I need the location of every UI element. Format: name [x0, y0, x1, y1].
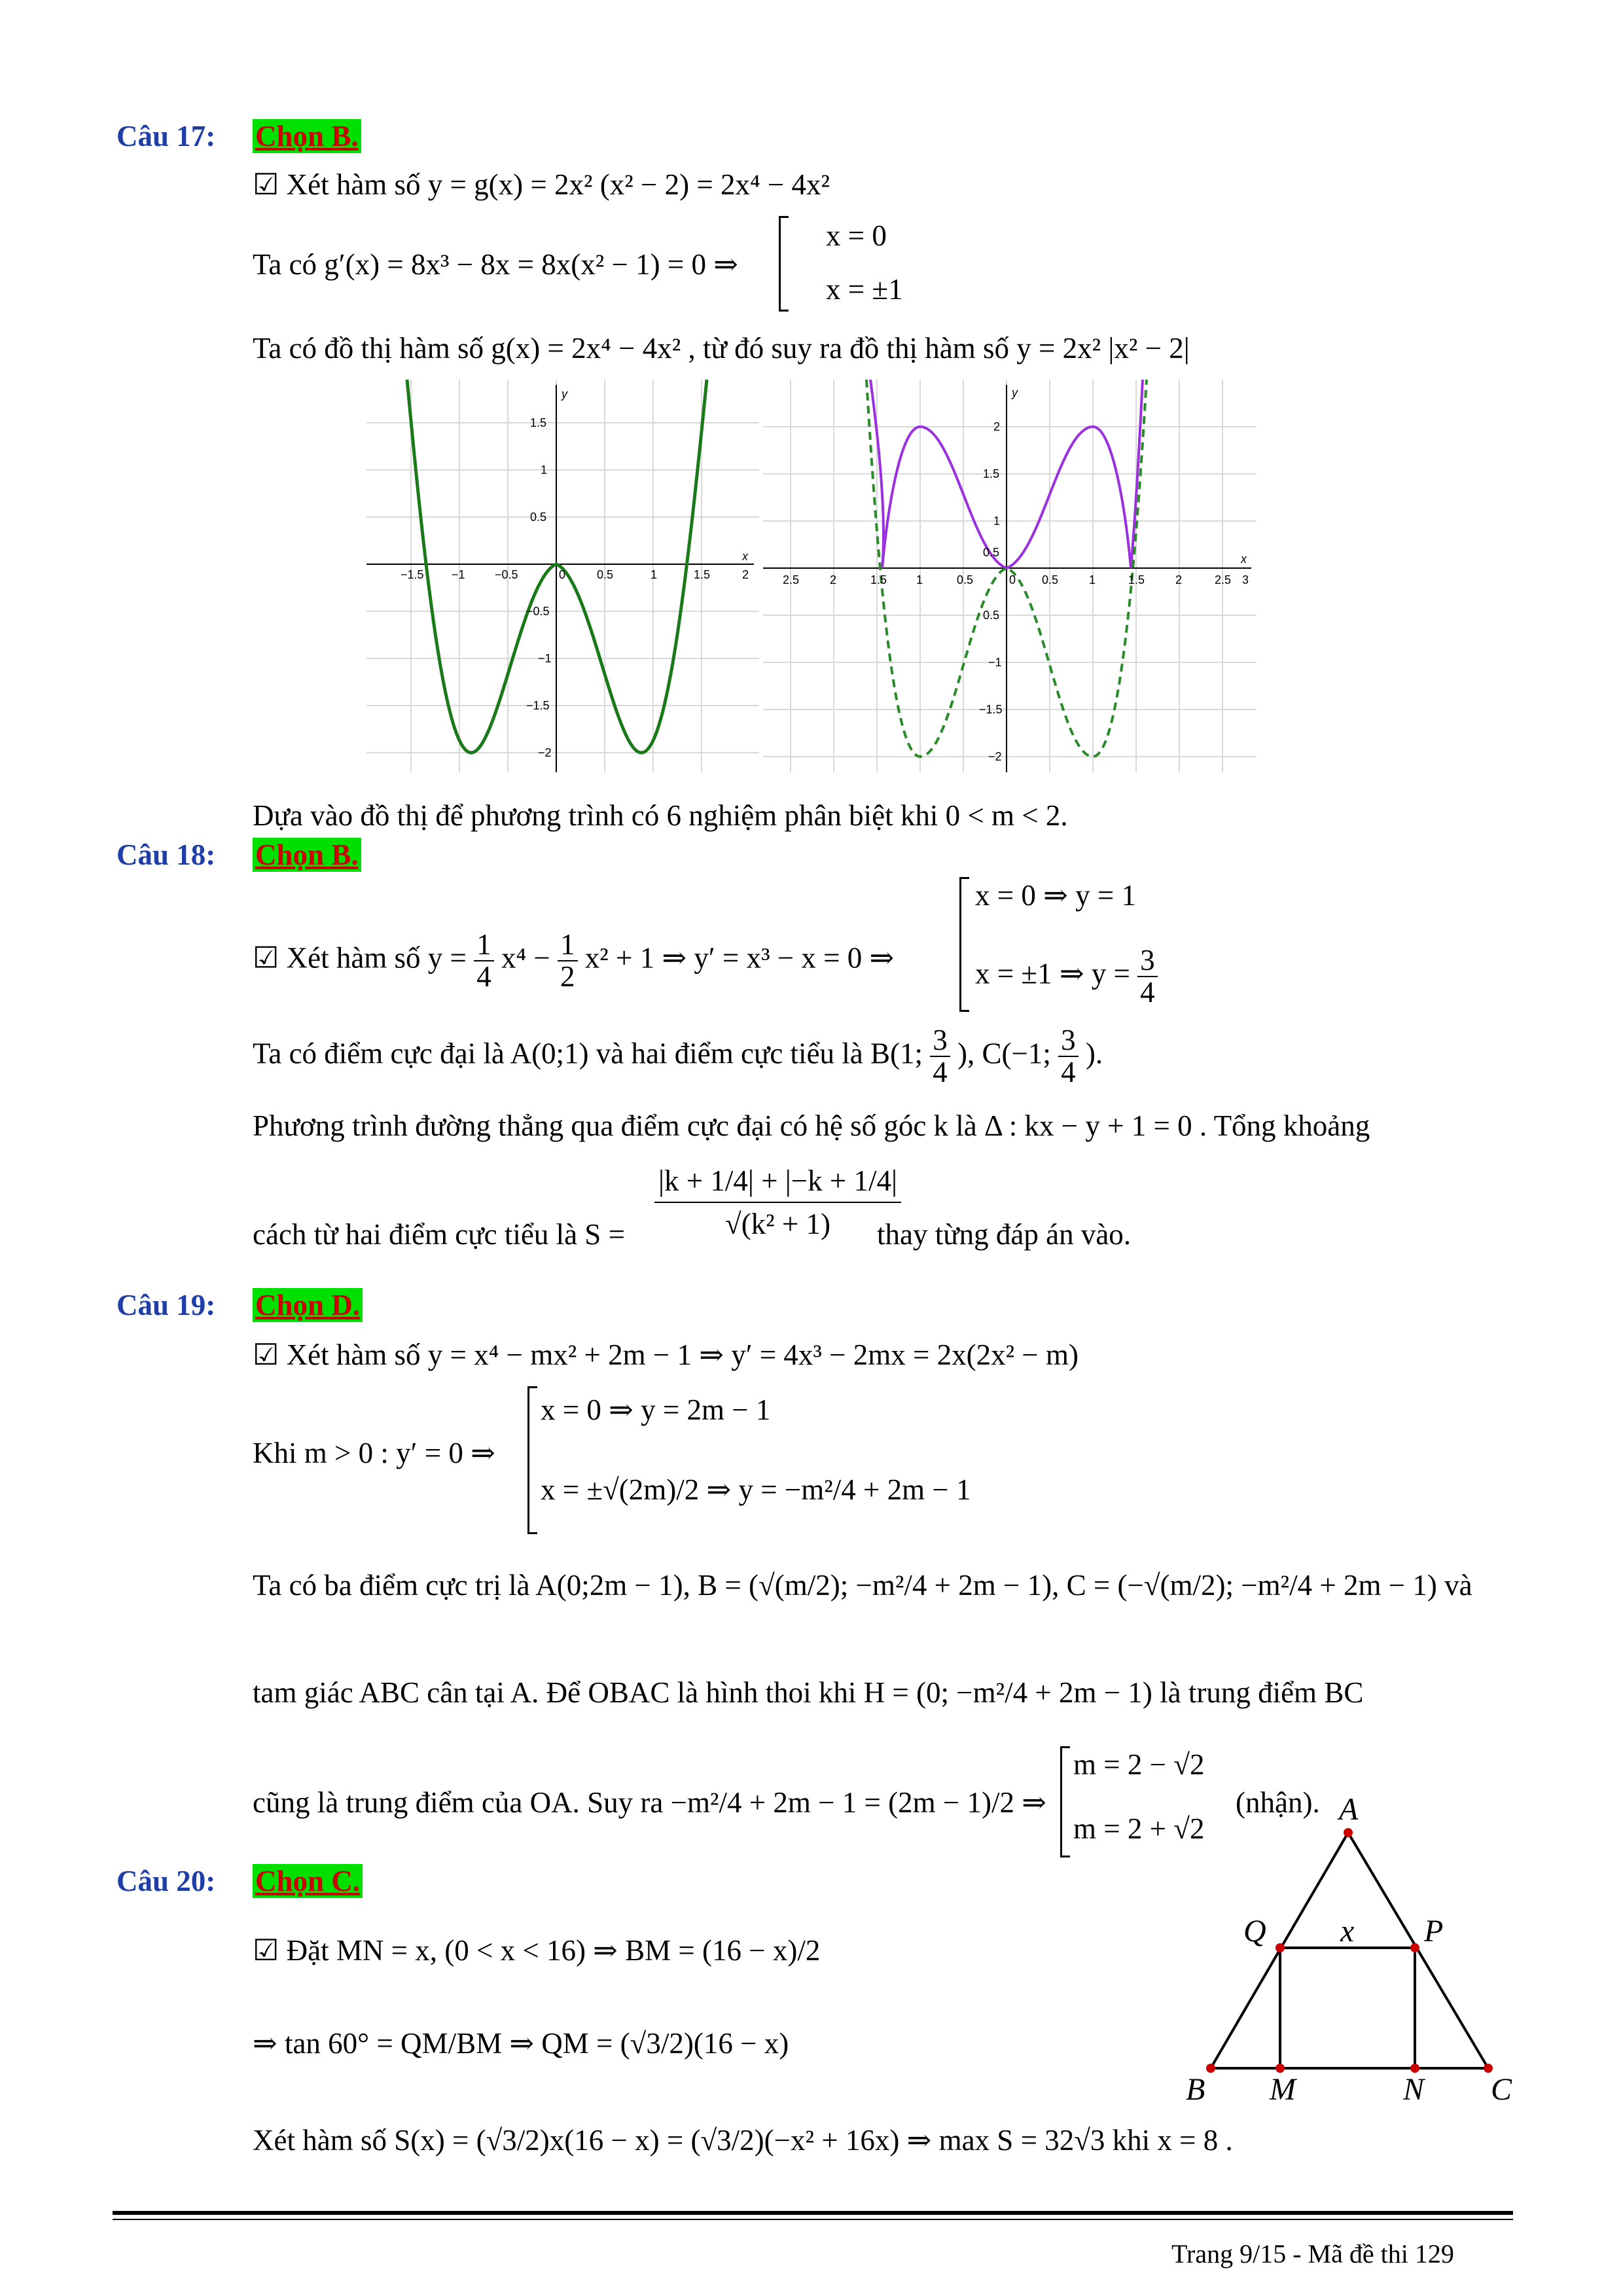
q19-line3: Ta có ba điểm cực trị là A(0;2m − 1), B = (√(m/2); −m²/4 + 2m − 1), C = (−√(m/2); −m²/4 + 2m − 1) và: [253, 1569, 1472, 1602]
q20-line3: Xét hàm số S(x) = (√3/2)x(16 − x) = (√3/2)(−x² + 16x) ⇒ max S = 32√3 khi x = 8 .: [253, 2124, 1233, 2157]
q17-bracket: [779, 216, 789, 312]
q18-line2-b: ), C(−1;: [957, 1037, 1051, 1070]
y-tick: 0.5: [983, 609, 1000, 622]
footer-rule-thin: [113, 2219, 1513, 2220]
x-axis-label: x: [742, 550, 748, 563]
q19-bracket-2: [1060, 1746, 1070, 1857]
x-tick: 0: [1009, 573, 1016, 586]
y-tick: 1.5: [983, 467, 1000, 480]
x-tick: 2.5: [783, 573, 800, 586]
y-tick: 1.5: [530, 416, 547, 429]
q19-line4: tam giác ABC cân tại A. Để OBAC là hình thoi khi H = (0; −m²/4 + 2m − 1) là trung điểm BC: [253, 1676, 1364, 1709]
footer-rule-thick: [113, 2211, 1513, 2215]
y-tick: 1: [541, 463, 548, 476]
question-20-answer: Chọn C.: [253, 1864, 363, 1898]
fraction: $\frac{1}{4}$: [474, 929, 494, 993]
q18-case1: x = 0 ⇒ y = 1: [975, 879, 1136, 912]
y-tick: 0.5: [530, 511, 547, 524]
triangle-figure: [1165, 1793, 1531, 2108]
q18-line1: [253, 929, 894, 993]
q18-line2: [253, 1025, 1103, 1088]
vertex-C: C: [1491, 2072, 1512, 2107]
q19-line5: cũng là trung điểm của OA. Suy ra −m²/4 + 2m − 1 = (2m − 1)/2 ⇒: [253, 1786, 1046, 1819]
question-19-answer: Chọn D.: [253, 1288, 363, 1322]
fraction: $\frac{3}{4}$: [930, 1025, 950, 1088]
segment-x-label: x: [1340, 1914, 1355, 1948]
y-tick: −1: [988, 656, 1002, 669]
y-tick: 0.5: [983, 546, 1000, 559]
footer-page-info: Trang 9/15 - Mã đề thi 129: [1171, 2239, 1454, 2269]
vertex-M: M: [1270, 2072, 1296, 2107]
fraction-denominator: √(k² + 1): [725, 1207, 831, 1240]
q17-line2: Ta có g′(x) = 8x³ − 8x = 8x(x² − 1) = 0 ⇒: [253, 248, 738, 281]
fraction: $\frac{3}{4}$: [1137, 945, 1158, 1009]
x-tick: 1: [916, 573, 923, 586]
q18-case2-a: x = ±1 ⇒ y =: [975, 957, 1130, 990]
q18-distance-fraction: [654, 1165, 901, 1240]
x-tick: −0.5: [495, 568, 518, 581]
y-tick: −1: [538, 652, 552, 665]
q18-line2-a: Ta có điểm cực đại là A(0;1) và hai điểm cực tiểu là B(1;: [253, 1037, 923, 1070]
q19-bracket: [527, 1386, 537, 1534]
q19-case-a: m = 2 − √2: [1073, 1748, 1205, 1781]
q18-line4: [253, 1219, 625, 1251]
question-17-label: Câu 17:: [116, 120, 216, 152]
q18-line4-a: cách từ hai điểm cực tiểu là S =: [253, 1218, 625, 1251]
x-tick: 1.5: [694, 568, 711, 581]
y-tick: 2: [993, 420, 1001, 433]
question-17-answer: Chọn B.: [253, 119, 361, 153]
x-tick: 2: [1175, 573, 1183, 586]
q18-line1-a: ☑ Xét hàm số y =: [253, 941, 467, 975]
question-18-label: Câu 18:: [116, 838, 216, 871]
x-tick: 2.5: [1215, 573, 1232, 586]
x-tick: −1.5: [401, 568, 424, 581]
question-18-answer: Chọn B.: [253, 838, 361, 872]
x-tick: 1.5: [1128, 573, 1145, 586]
q19-case2: x = ±√(2m)/2 ⇒ y = −m²/4 + 2m − 1: [541, 1473, 971, 1506]
q19-case-b: m = 2 + √2: [1073, 1812, 1205, 1845]
y-tick: −1.5: [526, 699, 550, 712]
x-tick: 0: [559, 568, 566, 581]
q18-line1-c: x² + 1 ⇒ y′ = x³ − x = 0 ⇒: [584, 941, 895, 975]
q20-line2: ⇒ tan 60° = QM/BM ⇒ QM = (√3/2)(16 − x): [253, 2027, 789, 2060]
question-19-label: Câu 19:: [116, 1289, 216, 1321]
q17-case1: x = 0: [826, 219, 887, 252]
fraction-numerator: |k + 1/4| + |−k + 1/4|: [654, 1165, 901, 1203]
q17-line3: Ta có đồ thị hàm số g(x) = 2x⁴ − 4x² , từ đó suy ra đồ thị hàm số y = 2x² |x² − 2|: [253, 332, 1190, 365]
y-axis-label: y: [1012, 386, 1018, 399]
vertex-B: B: [1186, 2072, 1205, 2107]
graph-right: [763, 380, 1257, 772]
question-20-label: Câu 20:: [116, 1865, 216, 1897]
q18-line3: Phương trình đường thẳng qua điểm cực đại có hệ số góc k là Δ : kx − y + 1 = 0 . Tổng khoảng: [253, 1109, 1370, 1142]
fraction: $\frac{1}{2}$: [558, 929, 578, 993]
x-tick: 2: [830, 573, 837, 586]
fraction: $\frac{3}{4}$: [1058, 1025, 1079, 1088]
x-tick: 0.5: [1042, 573, 1059, 586]
q18-line4-b: thay từng đáp án vào.: [877, 1218, 1132, 1251]
q18-line1-b: x⁴ −: [501, 941, 550, 975]
x-tick: 1: [651, 568, 658, 581]
q19-case1: x = 0 ⇒ y = 2m − 1: [541, 1393, 771, 1426]
q18-case2: [975, 945, 1158, 1009]
x-tick: 0.5: [957, 573, 974, 586]
q20-line1: ☑ Đặt MN = x, (0 < x < 16) ⇒ BM = (16 − x)/2: [253, 1934, 821, 1967]
y-tick: 1: [993, 514, 1001, 528]
q17-case2: x = ±1: [826, 273, 903, 306]
q18-line2-c: ).: [1085, 1037, 1103, 1070]
q19-accepted: (nhận).: [1236, 1786, 1320, 1819]
q19-line2: Khi m > 0 : y′ = 0 ⇒: [253, 1437, 495, 1469]
x-axis-label: x: [1241, 552, 1247, 565]
vertex-P: P: [1424, 1914, 1444, 1948]
x-tick: 2: [742, 568, 749, 581]
y-tick: −0.5: [526, 605, 550, 618]
y-tick: −2: [988, 750, 1002, 763]
x-tick: 1: [1089, 573, 1096, 586]
q17-line1: ☑ Xét hàm số y = g(x) = 2x² (x² − 2) = 2x⁴ − 4x²: [253, 168, 830, 201]
q18-bracket: [959, 877, 969, 1012]
q17-conclusion: Dựa vào đồ thị để phương trình có 6 nghiệm phân biệt khi 0 < m < 2.: [253, 799, 1068, 832]
q19-line1: ☑ Xét hàm số y = x⁴ − mx² + 2m − 1 ⇒ y′ = 4x³ − 2mx = 2x(2x² − m): [253, 1338, 1079, 1371]
x-tick: 0.5: [597, 568, 614, 581]
y-tick: −2: [538, 746, 552, 759]
vertex-A: A: [1339, 1793, 1359, 1827]
y-tick: −1.5: [979, 703, 1003, 716]
vertex-Q: Q: [1243, 1914, 1266, 1948]
graph-left: [366, 380, 759, 772]
x-tick: 3: [1242, 573, 1249, 586]
x-tick: 1.5: [870, 573, 887, 586]
y-axis-label: y: [562, 387, 567, 401]
x-tick: −1: [452, 568, 465, 581]
vertex-N: N: [1403, 2072, 1425, 2107]
